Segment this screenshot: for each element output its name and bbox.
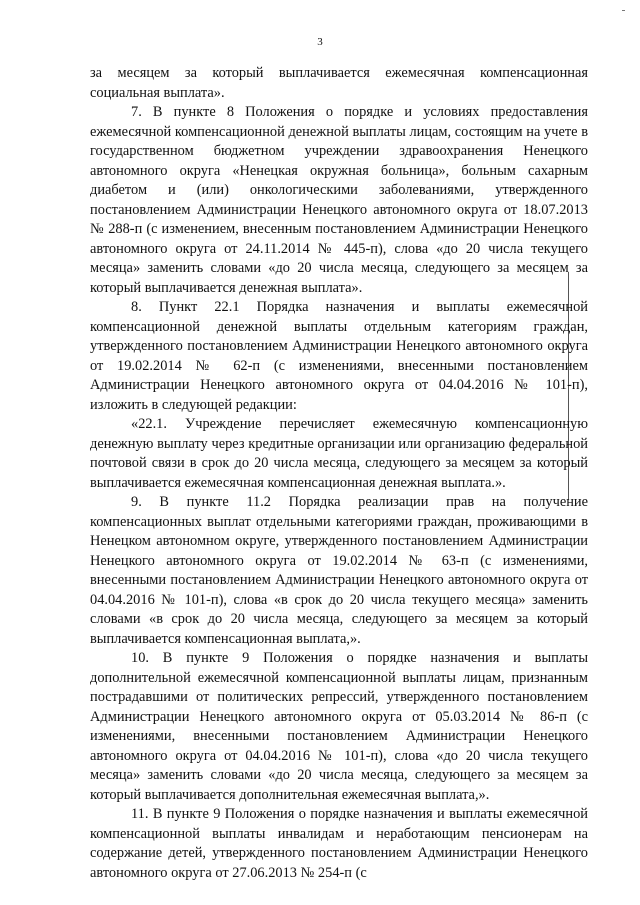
paragraph-continuation: за месяцем за который выплачивается ежемесячная компенсационная социальная выплата».	[90, 65, 588, 101]
page-number: 3	[317, 36, 323, 48]
paragraph-item-10: 10. В пункте 9 Положения о порядке назначения и выплаты дополнительной ежемесячной компенсационной выплаты лицам, признанным пострадавшими от политических репрессий, утвержденного постановлением Администрации Ненецкого автономного округа от 05.03.2014 № 86-п (с изменениями, внесенными постановлением Администрации Ненецкого автономного округа от 04.04.2016 № 101-п), слова «до 20 числа текущего месяца» заменить словами «до 20 числа месяца, следующего за месяцем за который выплачивается дополнительная ежемесячная выплата,».	[90, 650, 588, 803]
document-body	[90, 64, 588, 883]
paragraph-item-11: 11. В пункте 9 Положения о порядке назначения и выплаты ежемесячной компенсационной выплаты инвалидам и неработающим пенсионерам на содержание детей, утвержденного постановлением Администрации Ненецкого автономного округа от 27.06.2013 № 254-п (с	[90, 806, 588, 881]
paragraph-item-9: 9. В пункте 11.2 Порядка реализации прав на получение компенсационных выплат отдельными категориями граждан, проживающими в Ненецком автономном округе, утвержденного постановлением Администрации Ненецкого автономного округа от 19.02.2014 № 63-п (с изменениями, внесенными постановлением Администрации Ненецкого автономного округа от 04.04.2016 № 101-п), слова «в срок до 20 числа текущего месяца» заменить словами «в срок до 20 числа месяца, следующего за месяцем за который выплачивается компенсационная выплата,».	[90, 494, 588, 647]
paragraph-item-8: 8. Пункт 22.1 Порядка назначения и выплаты ежемесячной компенсационной денежной выплаты отдельным категориям граждан, утвержденного постановлением Администрации Ненецкого автономного округа от 19.02.2014 № 62-п (с изменениями, внесенными постановлением Администрации Ненецкого автономного округа от 04.04.2016 № 101-п), изложить в следующей редакции:	[90, 299, 588, 413]
paragraph-item-8-quote: «22.1. Учреждение перечисляет ежемесячную компенсационную денежную выплату через кредитные организации или организацию федеральной почтовой связи в срок до 20 числа месяца, следующего за месяцем за который выплачивается ежемесячная компенсационная денежная выплата.».	[90, 416, 588, 491]
scan-artifact-mark	[622, 10, 625, 11]
paragraph-item-7: 7. В пункте 8 Положения о порядке и условиях предоставления ежемесячной компенсационной денежной выплаты лицам, состоящим на учете в государственном бюджетном учреждении здравоохранения Ненецкого автономного округа «Ненецкая окружная больница», больным сахарным диабетом и (или) онкологическими заболеваниями, утвержденного постановлением Администрации Ненецкого автономного округа от 18.07.2013 № 288-п (с изменением, внесенным постановлением Администрации Ненецкого автономного округа от 24.11.2014 № 445-п), слова «до 20 числа текущего месяца» заменить словами «до 20 числа месяца, следующего за месяцем за который выплачивается денежная выплата».	[90, 104, 588, 296]
